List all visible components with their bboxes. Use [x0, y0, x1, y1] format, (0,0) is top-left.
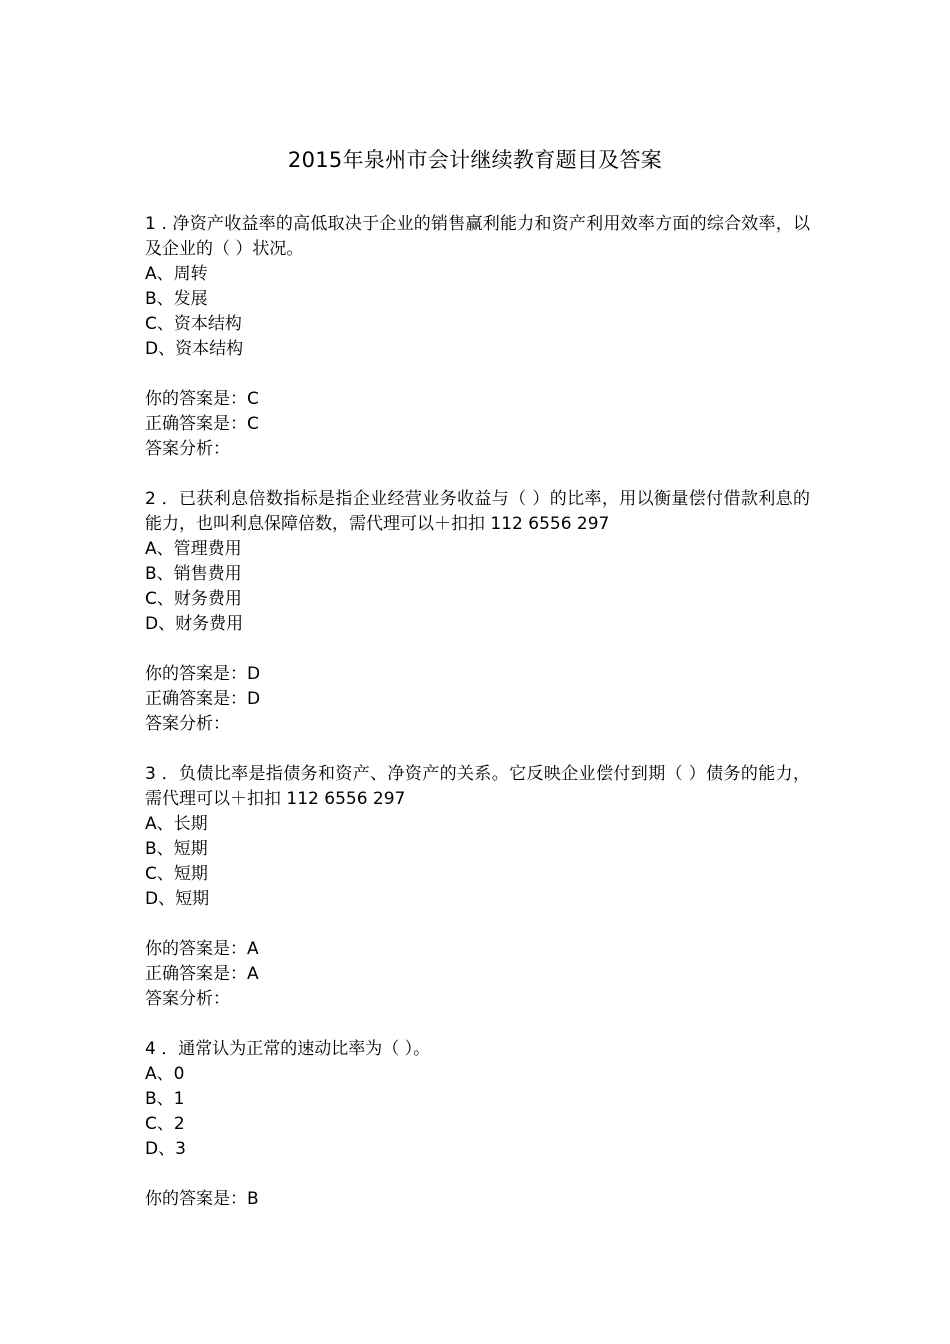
question-stem: 3 ．负债比率是指债务和资产、净资产的关系。它反映企业偿付到期（ ）债务的能力，需代理可以＋扣扣 112 6556 297: [145, 764, 810, 809]
question-stem: 2 ．已获利息倍数指标是指企业经营业务收益与（ ）的比率，用以衡量偿付借款利息的能力，也叫利息保障倍数，需代理可以＋扣扣 112 6556 297: [145, 489, 810, 534]
option-a: A、管理费用: [145, 539, 242, 559]
option-b: B、短期: [145, 839, 208, 859]
option-d: D、3: [145, 1139, 186, 1159]
your-answer: 你的答案是：D: [145, 664, 261, 684]
your-answer: 你的答案是：C: [145, 389, 259, 409]
option-c: C、2: [145, 1114, 185, 1134]
question-1: [145, 212, 810, 462]
option-c: C、短期: [145, 864, 208, 884]
question-stem: 1 . 净资产收益率的高低取决于企业的销售赢利能力和资产利用效率方面的综合效率，以及企业的（ ）状况。: [145, 214, 810, 259]
question-3: [145, 762, 810, 1012]
option-a: A、长期: [145, 814, 208, 834]
answer-analysis: 答案分析：: [145, 714, 230, 734]
your-answer: 你的答案是：A: [145, 939, 259, 959]
question-stem: 4 ．通常认为正常的速动比率为（ ）。: [145, 1039, 431, 1059]
document-title: 2015年泉州市会计继续教育题目及答案: [287, 148, 663, 172]
correct-answer: 正确答案是：A: [145, 964, 259, 984]
your-answer: 你的答案是：B: [145, 1189, 259, 1209]
option-d: D、财务费用: [145, 614, 244, 634]
question-4: [145, 1037, 810, 1212]
option-b: B、销售费用: [145, 564, 242, 584]
correct-answer: 正确答案是：D: [145, 689, 261, 709]
option-d: D、短期: [145, 889, 210, 909]
option-b: B、发展: [145, 289, 208, 309]
answer-analysis: 答案分析：: [145, 989, 230, 1009]
spacer: [145, 1162, 810, 1187]
option-d: D、资本结构: [145, 339, 244, 359]
answer-analysis: 答案分析：: [145, 439, 230, 459]
option-a: A、周转: [145, 264, 208, 284]
option-a: A、0: [145, 1064, 185, 1084]
spacer: [145, 362, 810, 387]
option-b: B、1: [145, 1089, 185, 1109]
option-c: C、财务费用: [145, 589, 242, 609]
option-c: C、资本结构: [145, 314, 242, 334]
spacer: [145, 912, 810, 937]
question-2: [145, 487, 810, 737]
spacer: [145, 637, 810, 662]
question-list: [145, 212, 810, 1212]
correct-answer: 正确答案是：C: [145, 414, 259, 434]
